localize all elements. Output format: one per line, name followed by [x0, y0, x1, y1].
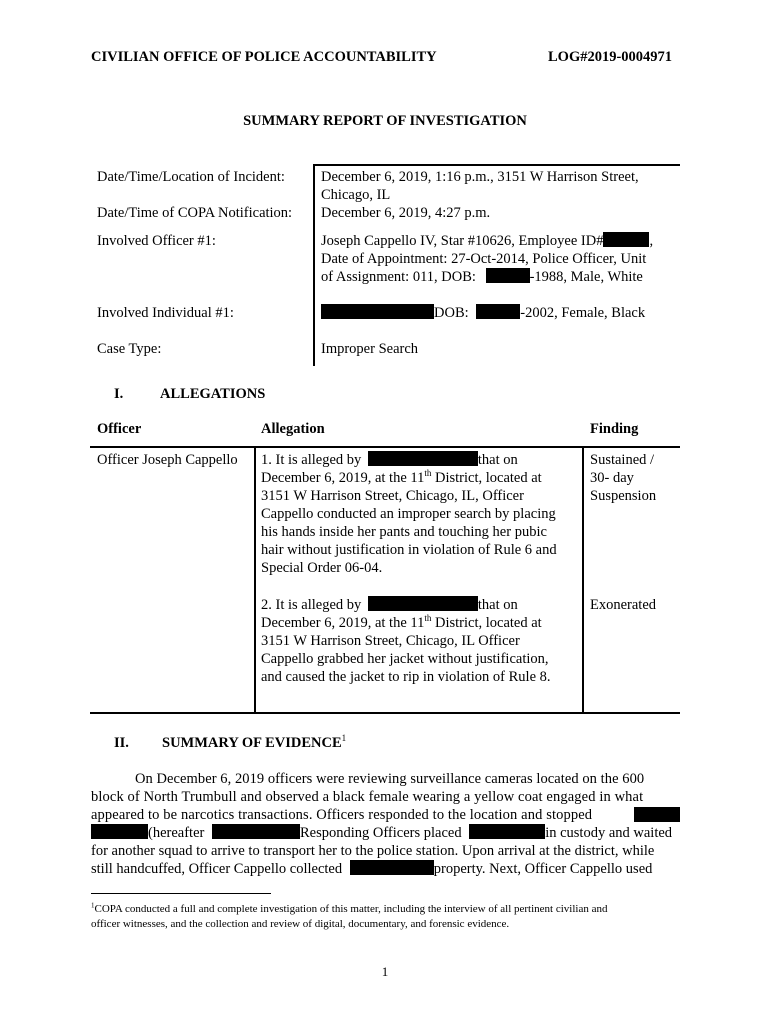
finding-1-line2: 30- day	[590, 470, 634, 486]
footnote-line1	[91, 902, 607, 917]
section-number: II.	[114, 735, 129, 751]
redaction-box	[634, 807, 680, 822]
evidence-text: On December 6, 2019 officers were reviewing surveillance cameras located on the 600	[135, 771, 645, 787]
allegation-2-line3: 3151 W Harrison Street, Chicago, IL Officer	[261, 633, 520, 649]
individual-label: Involved Individual #1:	[97, 305, 234, 321]
table-bottom-rule	[90, 712, 680, 714]
officer-comma: ,	[649, 233, 654, 249]
footnote-mark: 1	[91, 901, 95, 910]
notification-label: Date/Time of COPA Notification:	[97, 205, 293, 221]
evidence-text: in custody and waited	[545, 825, 673, 841]
allegation-1-line6: hair without justification in violation of Rule 6 and	[261, 542, 557, 558]
allegation-2-line4: Cappello grabbed her jacket without justification,	[261, 651, 549, 667]
notification-value: December 6, 2019, 4:27 p.m.	[321, 205, 491, 221]
officer-name-star: Joseph Cappello IV, Star #10626, Employee ID#	[321, 233, 604, 249]
footnote-text: COPA conducted a full and complete investigation of this matter, including the interview of all pertinent civilian and	[94, 903, 608, 915]
allegation-1-prefix: 1. It is alleged by	[261, 452, 362, 468]
officer-value-line2: Date of Appointment: 27-Oct-2014, Police Officer, Unit	[321, 251, 647, 267]
section-number: I.	[114, 386, 124, 402]
allegation-1-line4: Cappello conducted an improper search by placing	[261, 506, 556, 522]
redaction-box	[91, 824, 148, 839]
section-title: ALLEGATIONS	[160, 386, 266, 402]
officer-value-line1	[321, 232, 653, 250]
ordinal-suffix: th	[424, 613, 432, 624]
officer-label: Involved Officer #1:	[97, 233, 216, 249]
evidence-line4	[91, 824, 672, 842]
footnote-reference: 1	[341, 733, 347, 744]
column-header-allegation: Allegation	[261, 421, 325, 437]
allegation-1-line3: 3151 W Harrison Street, Chicago, IL, Officer	[261, 488, 524, 504]
officer-dob-rest: -1988, Male, White	[529, 269, 643, 285]
allegation-1-line2	[261, 469, 542, 487]
finding-1-line3: Suspension	[590, 488, 657, 504]
evidence-text: still handcuffed, Officer Cappello collected	[91, 861, 343, 877]
report-title: SUMMARY REPORT OF INVESTIGATION	[243, 113, 527, 129]
allegation-1-line7: Special Order 06-04.	[261, 560, 383, 576]
redaction-box	[476, 304, 520, 319]
case-type-value: Improper Search	[321, 341, 419, 357]
allegation-2-line1	[261, 596, 518, 614]
redaction-box	[603, 232, 649, 247]
allegation-1-line1	[261, 451, 518, 469]
redaction-box	[350, 860, 434, 875]
allegation-1-district: District, located at	[431, 470, 542, 486]
redaction-box	[469, 824, 545, 839]
finding-2: Exonerated	[590, 597, 657, 613]
incident-value-line2: Chicago, IL	[321, 187, 391, 203]
evidence-line1	[91, 770, 681, 788]
info-divider	[313, 164, 315, 366]
allegation-2-line2	[261, 614, 542, 632]
column-header-finding: Finding	[590, 421, 639, 437]
allegation-2-suffix: that on	[477, 597, 518, 613]
section-title	[162, 734, 346, 752]
evidence-line5: for another squad to arrive to transport her to the police station. Upon arrival at the district, while	[91, 843, 655, 859]
redaction-box	[368, 596, 478, 611]
redaction-box	[321, 304, 434, 319]
incident-label: Date/Time/Location of Incident:	[97, 169, 285, 185]
ordinal-suffix: th	[424, 468, 432, 479]
redaction-box	[486, 268, 530, 283]
allegation-officer-name: Officer Joseph Cappello	[97, 452, 238, 468]
redaction-box	[212, 824, 300, 839]
section-title-text: SUMMARY OF EVIDENCE	[162, 735, 342, 751]
evidence-text: property. Next, Officer Cappello used	[433, 861, 653, 877]
officer-assignment: of Assignment: 011, DOB:	[321, 269, 476, 285]
office-header: CIVILIAN OFFICE OF POLICE ACCOUNTABILITY	[91, 49, 437, 65]
allegation-2-line5: and caused the jacket to rip in violation of Rule 8.	[261, 669, 551, 685]
allegation-1-date: December 6, 2019, at the 11	[261, 470, 425, 486]
allegation-2-district: District, located at	[431, 615, 542, 631]
redaction-box	[368, 451, 478, 466]
footnote-line2: officer witnesses, and the collection and review of digital, documentary, and forensic evidence.	[91, 918, 510, 930]
allegation-1-suffix: that on	[477, 452, 518, 468]
evidence-text: Responding Officers placed	[299, 825, 462, 841]
evidence-text: (hereafter	[148, 825, 205, 841]
table-column-divider	[254, 446, 256, 714]
evidence-line3: appeared to be narcotics transactions. Officers responded to the location and stopped	[91, 807, 593, 823]
log-number: LOG#2019-0004971	[548, 49, 673, 65]
individual-value	[321, 304, 645, 322]
evidence-line6	[91, 860, 652, 878]
info-top-rule	[314, 164, 680, 166]
footnote-rule	[91, 893, 271, 894]
individual-dob-label: DOB:	[434, 305, 469, 321]
allegation-2-date: December 6, 2019, at the 11	[261, 615, 425, 631]
column-header-officer: Officer	[97, 421, 142, 437]
evidence-line2: block of North Trumbull and observed a black female wearing a yellow coat engaged in what	[91, 789, 644, 805]
officer-value-line3	[321, 268, 643, 286]
page-number: 1	[381, 964, 389, 979]
case-type-label: Case Type:	[97, 341, 162, 357]
table-column-divider	[582, 446, 584, 714]
allegation-1-line5: his hands inside her pants and touching her pubic	[261, 524, 547, 540]
allegation-2-prefix: 2. It is alleged by	[261, 597, 362, 613]
table-header-rule	[90, 446, 680, 448]
individual-dob-rest: -2002, Female, Black	[520, 305, 646, 321]
incident-value-line1: December 6, 2019, 1:16 p.m., 3151 W Harrison Street,	[321, 169, 639, 185]
finding-1-line1: Sustained /	[590, 452, 655, 468]
